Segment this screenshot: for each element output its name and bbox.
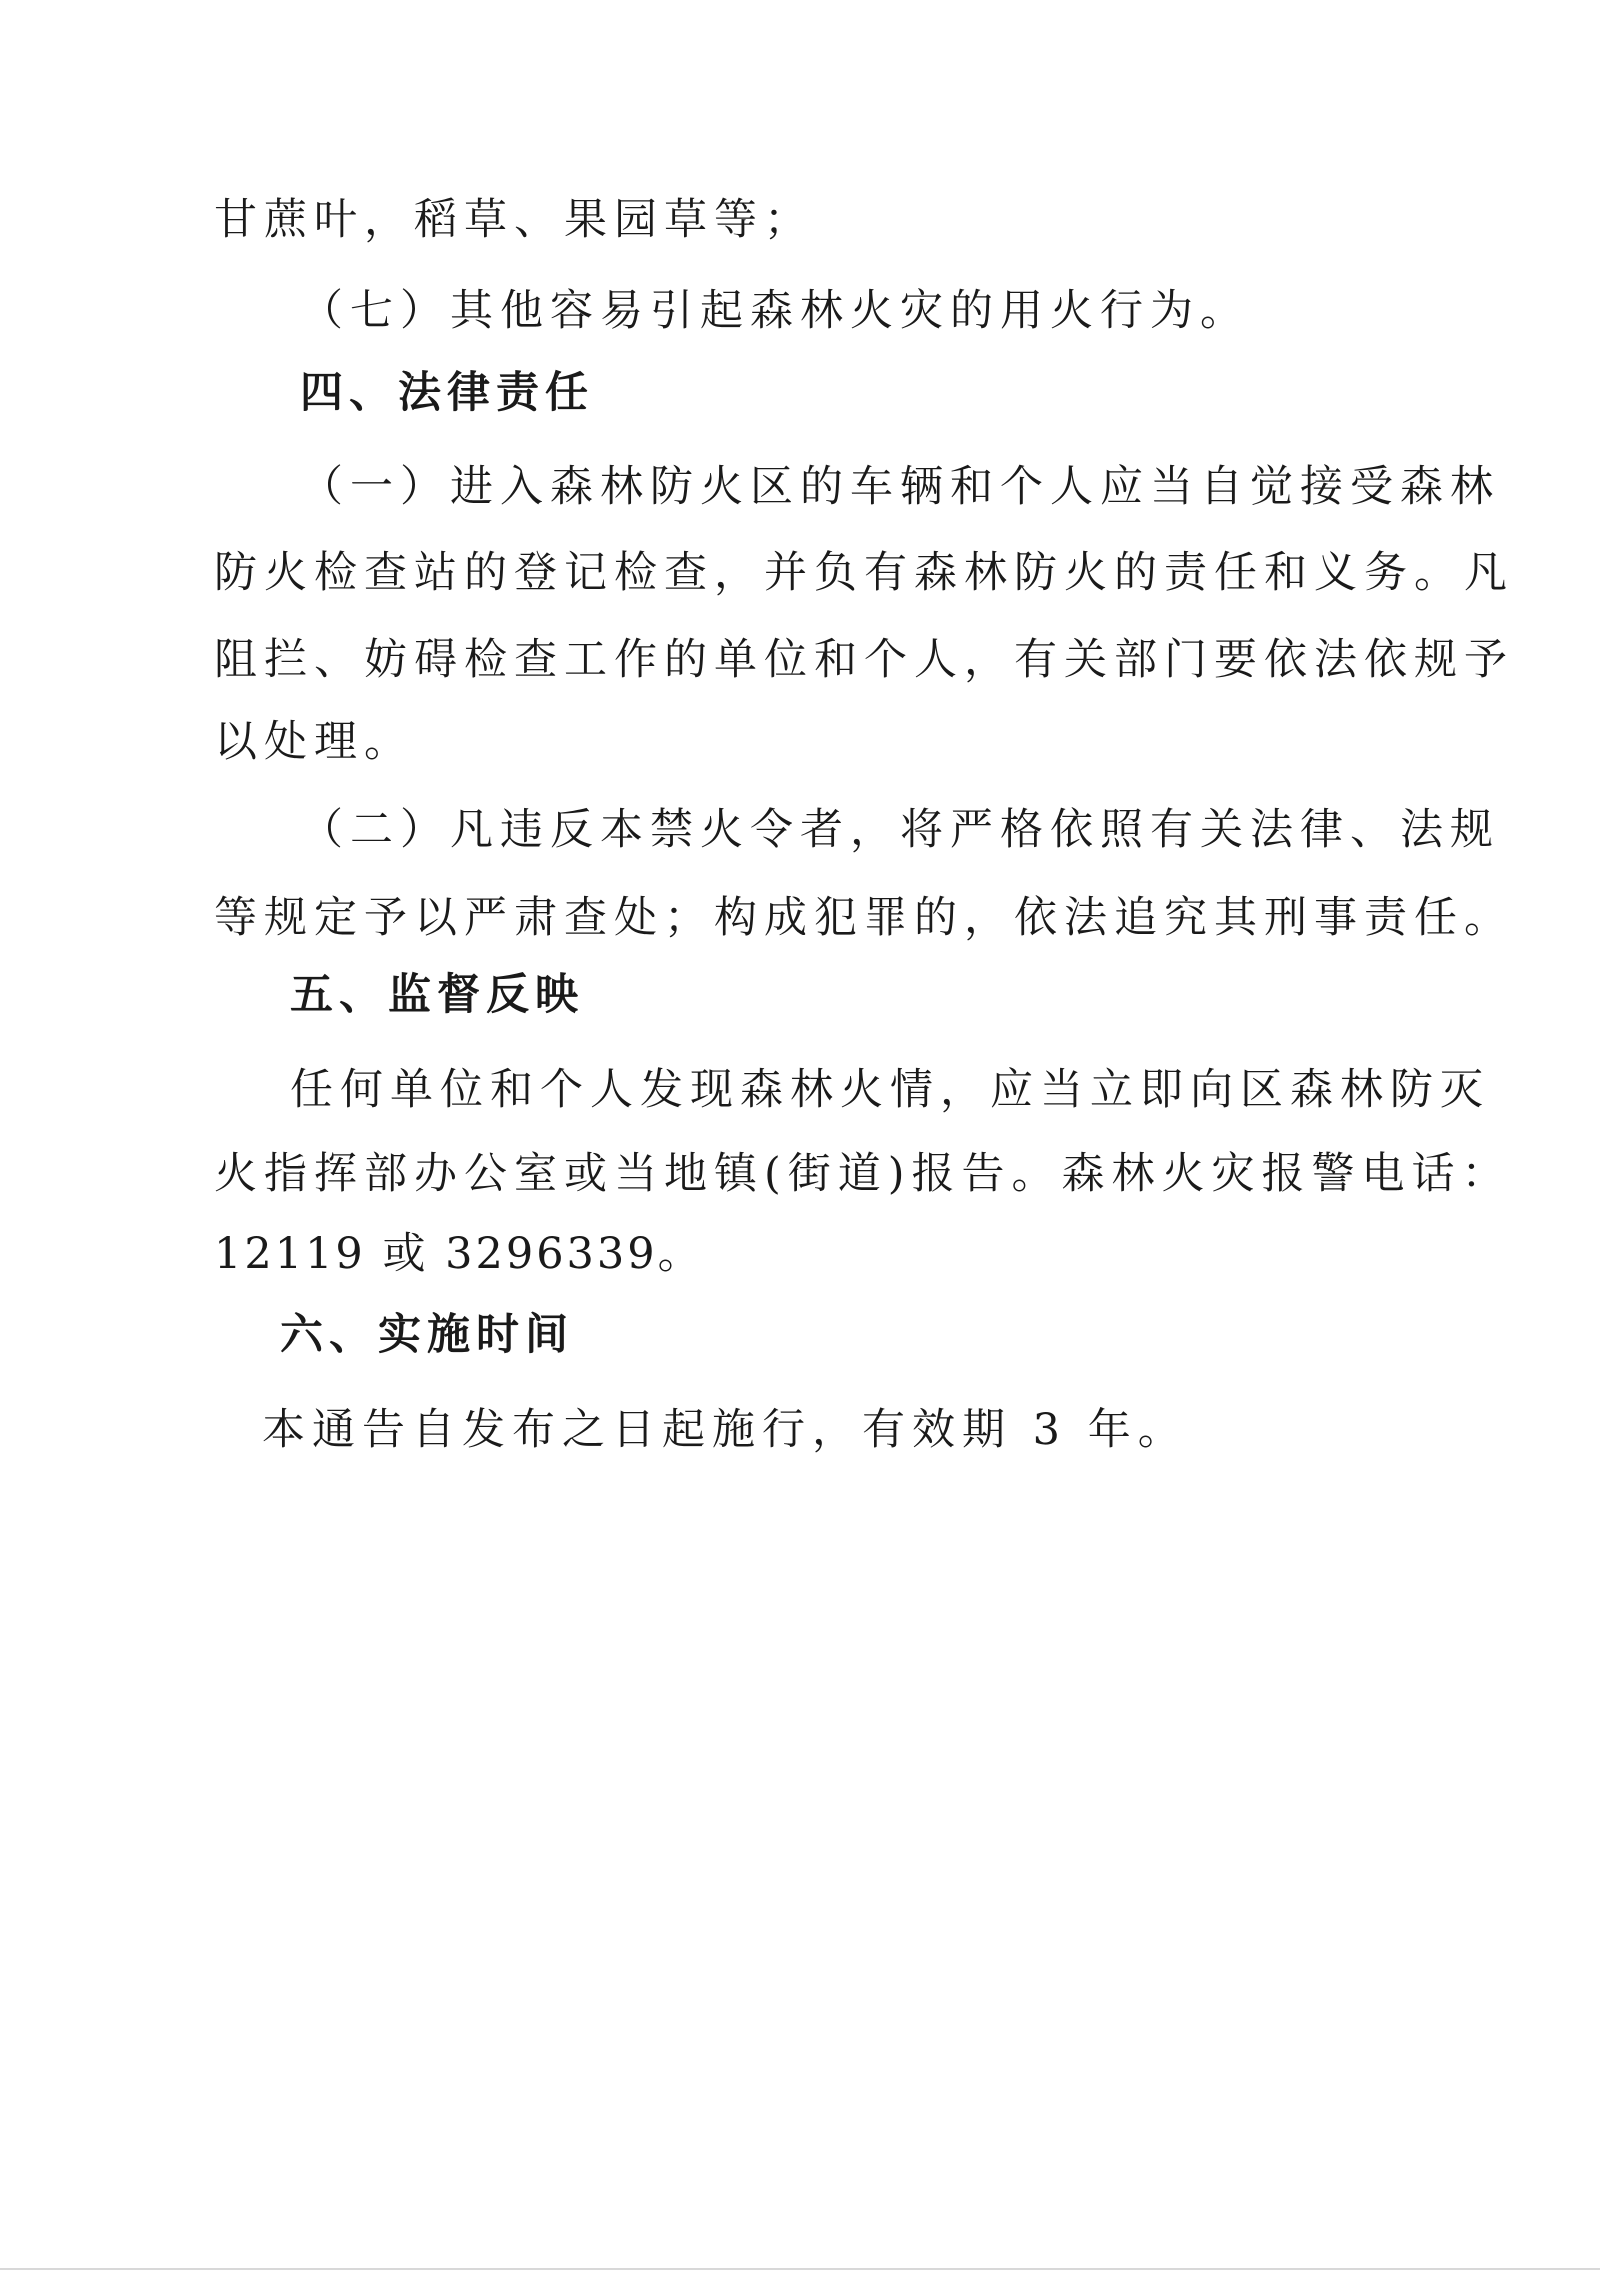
text-line-11: 任何单位和个人发现森林火情，应当立即向区森林防灭 (290, 1065, 1490, 1115)
text-line-6: 阻拦、妨碍检查工作的单位和个人，有关部门要依法依规予 (214, 635, 1514, 685)
text-line-13: 12119 或 3296339。 (214, 1229, 704, 1279)
text-line-5: 防火检查站的登记检查，并负有森林防火的责任和义务。凡 (214, 548, 1514, 598)
text-line-15: 本通告自发布之日起施行，有效期 3 年。 (262, 1405, 1188, 1455)
text-line-12: 火指挥部办公室或当地镇(街道)报告。森林火灾报警电话： (214, 1149, 1512, 1199)
section-heading-supervision: 五、监督反映 (290, 970, 584, 1020)
section-heading-implementation: 六、实施时间 (280, 1310, 574, 1360)
text-line-1: 甘蔗叶，稻草、果园草等； (214, 195, 814, 245)
text-line-8: （二）凡违反本禁火令者，将严格依照有关法律、法规 (300, 805, 1500, 855)
section-heading-legal-liability: 四、法律责任 (300, 368, 594, 418)
scan-edge-line (0, 2268, 1600, 2270)
text-line-7: 以处理。 (214, 717, 414, 767)
text-line-4: （一）进入森林防火区的车辆和个人应当自觉接受森林 (300, 462, 1500, 512)
text-line-9: 等规定予以严肃查处；构成犯罪的，依法追究其刑事责任。 (214, 893, 1514, 943)
text-line-2: （七）其他容易引起森林火灾的用火行为。 (300, 286, 1250, 336)
